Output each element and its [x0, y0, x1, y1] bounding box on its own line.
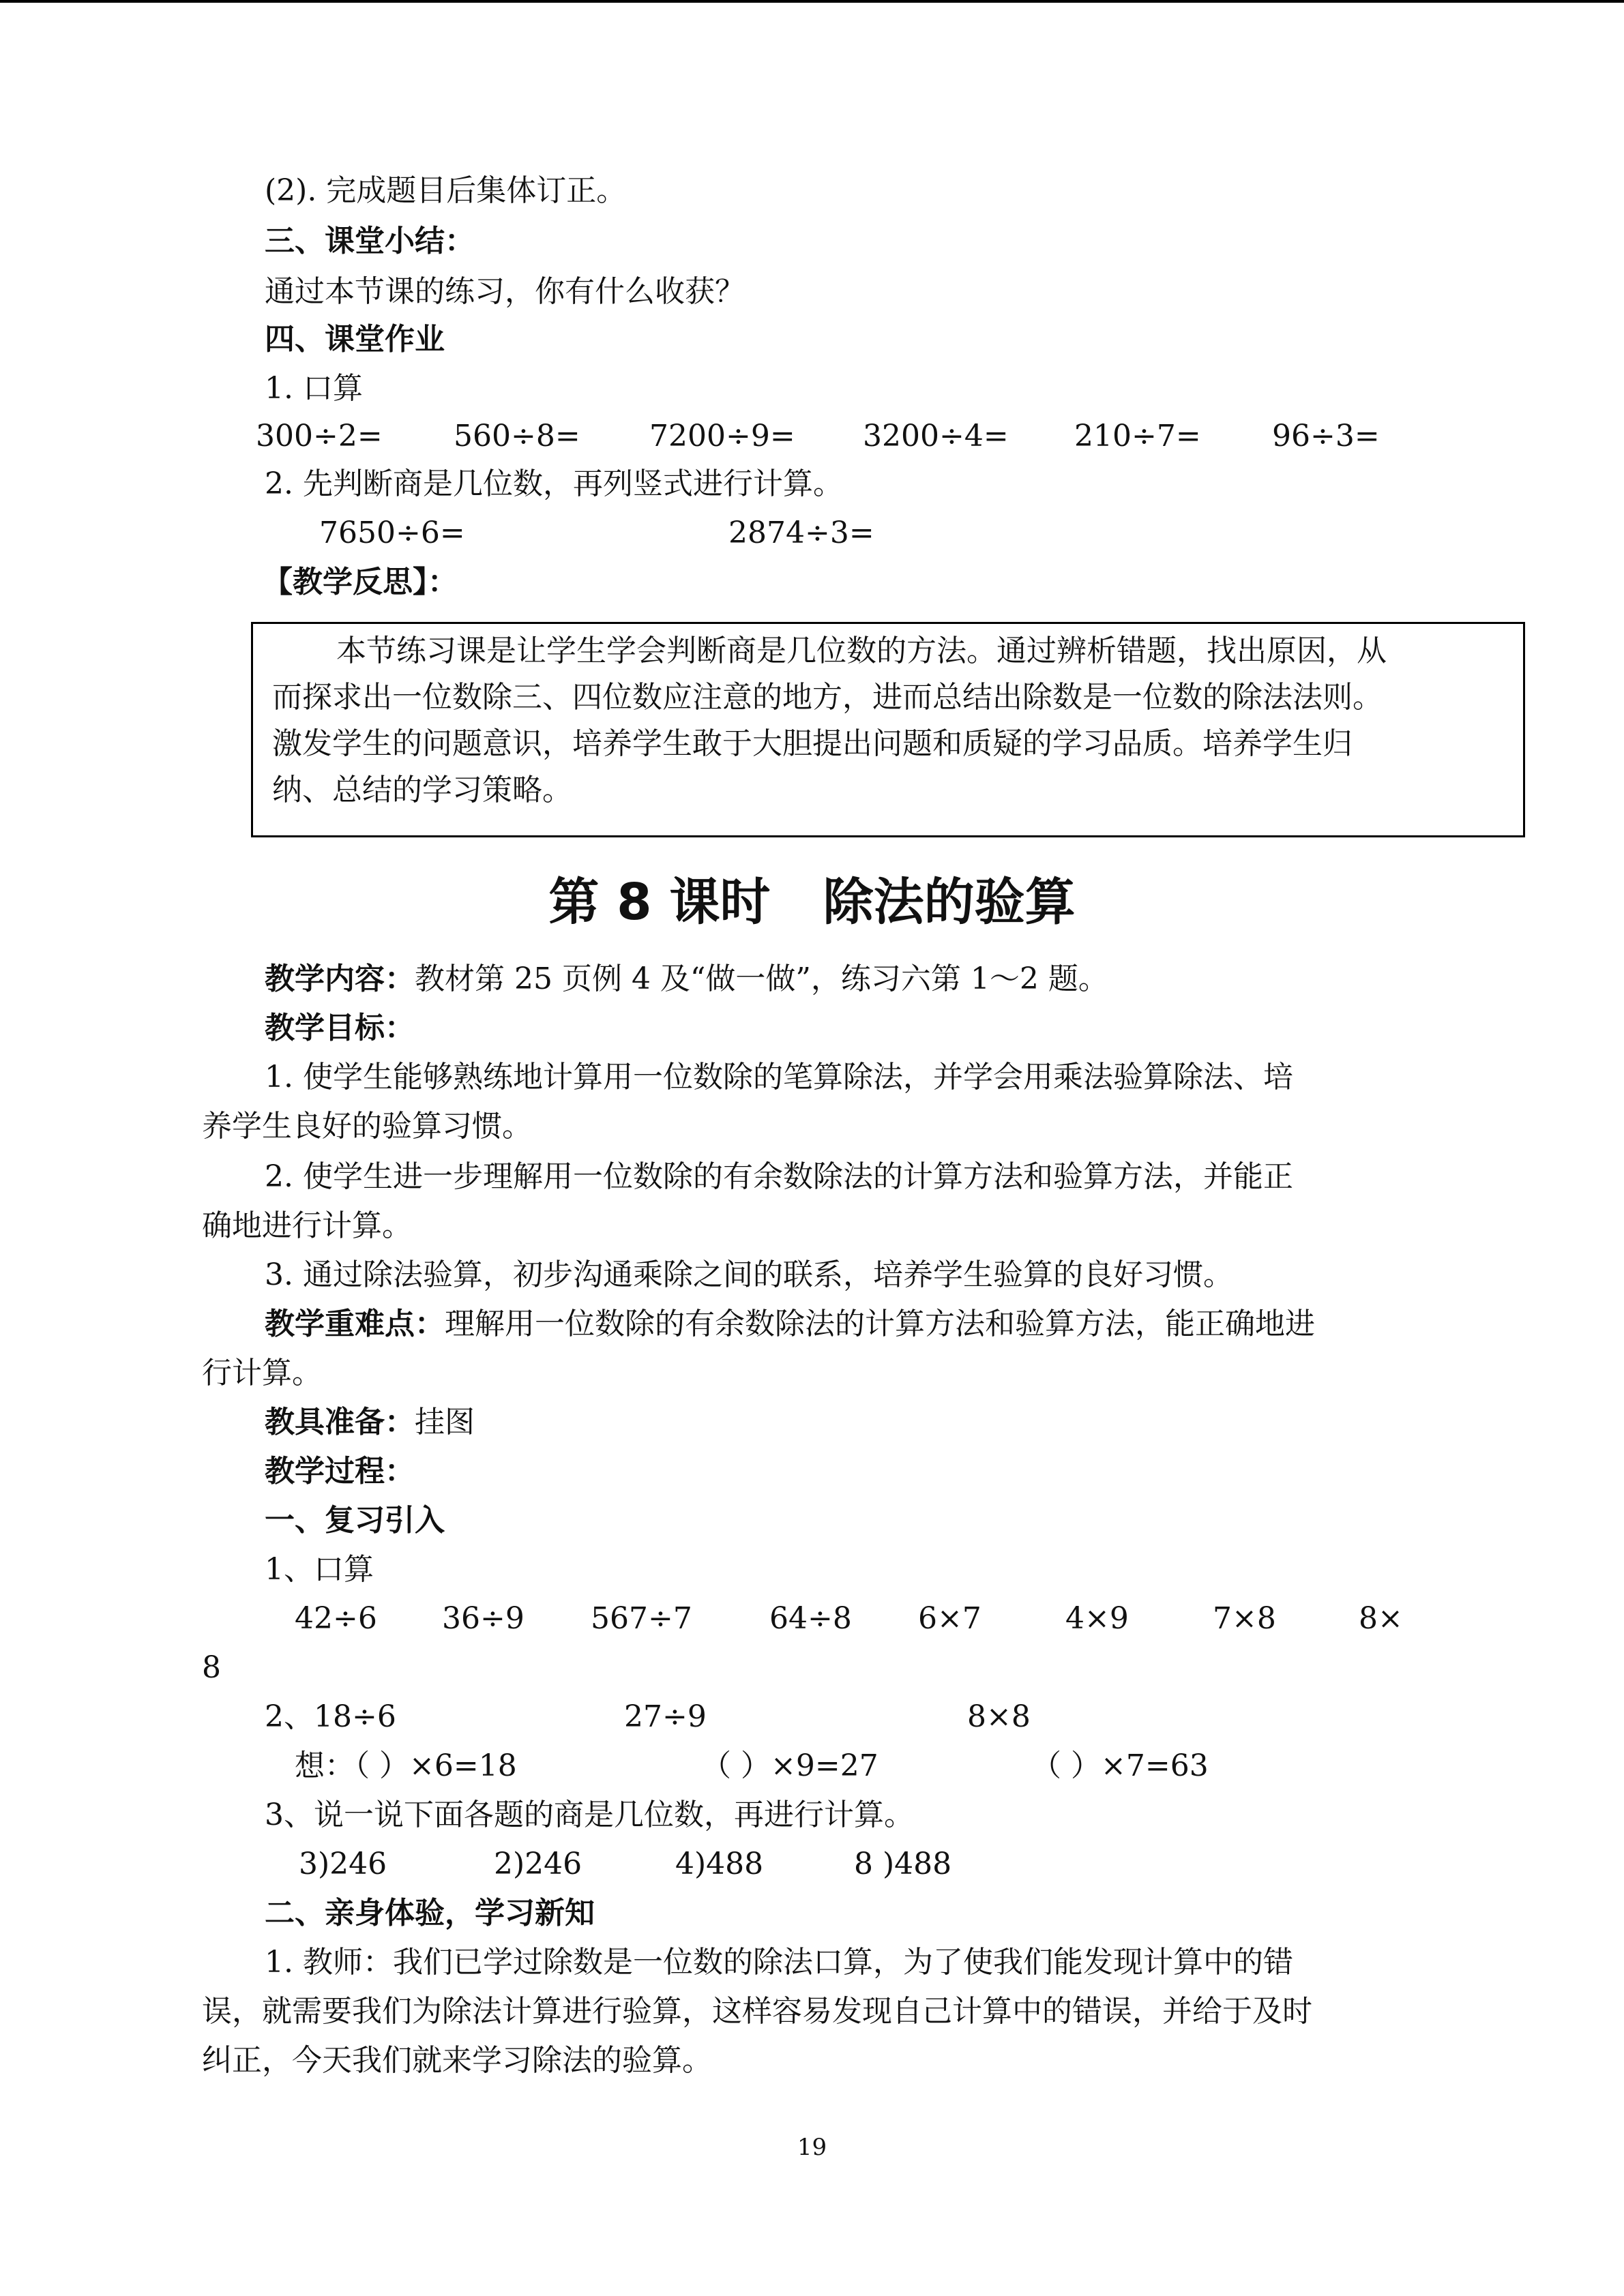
q3-item: 4)488	[675, 1847, 764, 1881]
q3-item: 2)246	[494, 1847, 582, 1881]
vertical-item: 2874÷3=	[728, 516, 874, 550]
key-points-text: 理解用一位数除的有余数除法的计算方法和验算方法，能正确地进	[445, 1307, 1315, 1341]
q2-item: 8×8	[967, 1699, 1031, 1734]
think-item: （ ）×7=63	[1031, 1748, 1209, 1783]
reflection-line: 而探求出一位数除三、四位数应注意的地方，进而总结出除数是一位数的除法法则。	[272, 680, 1383, 715]
q3-text: 3、说一说下面各题的商是几位数，再进行计算。	[265, 1798, 914, 1832]
oral-item: 3200÷4=	[863, 419, 1009, 453]
key-points-label: 教学重难点：	[265, 1307, 445, 1341]
review-oral-item: 4×9	[1065, 1601, 1129, 1636]
goal-1-line: 1. 使学生能够熟练地计算用一位数除的笔算除法，并学会用乘法验算除法、培	[265, 1060, 1293, 1094]
reflection-line: 纳、总结的学习策略。	[272, 773, 572, 807]
goal-2-line-cont: 确地进行计算。	[202, 1208, 412, 1243]
key-points-line-cont: 行计算。	[202, 1356, 322, 1390]
review-oral-item: 6×7	[918, 1601, 981, 1636]
teacher-line-cont: 纠正，今天我们就来学习除法的验算。	[202, 2043, 712, 2078]
review-oral-item: 64÷8	[769, 1601, 852, 1636]
vertical-item: 7650÷6=	[319, 516, 465, 550]
page-number: 19	[797, 2134, 827, 2161]
oral-item: 96÷3=	[1272, 419, 1380, 453]
q3-item: 8 )488	[854, 1847, 952, 1881]
q2-item: 27÷9	[624, 1699, 707, 1734]
vertical-calc-label: 2. 先判断商是几位数，再列竖式进行计算。	[265, 466, 843, 501]
content-line	[265, 959, 1108, 1000]
teacher-line-cont: 误，就需要我们为除法计算进行验算，这样容易发现自己计算中的错误，并给于及时	[202, 1994, 1312, 2029]
correction-line: (2). 完成题目后集体订正。	[265, 173, 627, 208]
tools-label: 教具准备：	[265, 1405, 415, 1440]
review-oral-item: 42÷6	[295, 1601, 377, 1636]
summary-heading: 三、课堂小结：	[265, 224, 475, 258]
key-points-line	[265, 1304, 1315, 1345]
top-border-line	[0, 0, 1624, 3]
review-oral-item: 7×8	[1213, 1601, 1276, 1636]
tools-text: 挂图	[415, 1405, 475, 1440]
goals-label: 教学目标：	[265, 1011, 415, 1045]
teacher-line: 1. 教师：我们已学过除数是一位数的除法口算，为了使我们能发现计算中的错	[265, 1945, 1293, 1980]
content-label: 教学内容：	[265, 961, 415, 996]
oral-item: 7200÷9=	[649, 419, 795, 453]
reflection-box	[251, 622, 1525, 837]
process-label: 教学过程：	[265, 1454, 415, 1489]
review-heading: 一、复习引入	[265, 1503, 445, 1538]
q2-item: 2、18÷6	[265, 1699, 396, 1734]
review-oral-wrap: 8	[202, 1650, 221, 1685]
reflection-line: 本节练习课是让学生学会判断商是几位数的方法。通过辨析错题，找出原因，从	[336, 633, 1387, 668]
summary-text: 通过本节课的练习，你有什么收获？	[265, 274, 745, 309]
review-oral-item: 36÷9	[442, 1601, 525, 1636]
think-item: 想：（ ）×6=18	[295, 1748, 517, 1783]
oral-calc-label: 1. 口算	[265, 371, 363, 406]
reflection-line: 激发学生的问题意识，培养学生敢于大胆提出问题和质疑的学习品质。培养学生归	[272, 726, 1353, 761]
content-text: 教材第 25 页例 4 及“做一做”，练习六第 1～2 题。	[415, 961, 1108, 996]
review-oral-label: 1、口算	[265, 1552, 374, 1587]
reflection-heading: 【教学反思】：	[263, 565, 458, 599]
oral-item: 300÷2=	[256, 419, 383, 453]
goal-2-line: 2. 使学生进一步理解用一位数除的有余数除法的计算方法和验算方法，并能正	[265, 1159, 1293, 1194]
homework-heading: 四、课堂作业	[265, 322, 445, 357]
review-oral-item: 8×	[1359, 1601, 1403, 1636]
goal-3-line: 3. 通过除法验算，初步沟通乘除之间的联系，培养学生验算的良好习惯。	[265, 1257, 1233, 1292]
new-knowledge-heading: 二、亲身体验，学习新知	[265, 1896, 595, 1930]
review-oral-item: 567÷7	[591, 1601, 692, 1636]
q3-item: 3)246	[299, 1847, 387, 1881]
oral-item: 560÷8=	[454, 419, 580, 453]
lesson-title: 第 8 课时 除法的验算	[548, 873, 1076, 931]
tools-line	[265, 1402, 475, 1443]
oral-item: 210÷7=	[1074, 419, 1201, 453]
goal-1-line-cont: 养学生良好的验算习惯。	[202, 1109, 532, 1144]
think-item: （ ）×9=27	[701, 1748, 879, 1783]
